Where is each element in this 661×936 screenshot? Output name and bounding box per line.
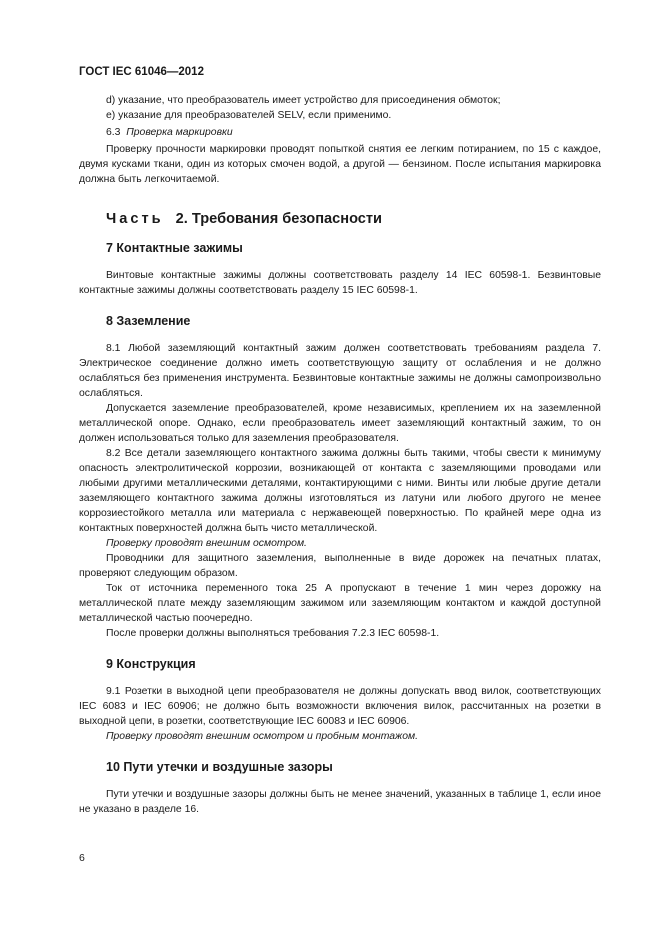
section-8-heading: 8 Заземление (106, 314, 191, 328)
paragraph-8-current: Ток от источника переменного тока 25 А пропускают в течение 1 мин через дорожку на металлической плате между заземляющим зажимом или заземляющим контактом и каждой доступной металлической частью поочередно. (79, 583, 601, 624)
section-7-heading: 7 Контактные зажимы (106, 241, 243, 255)
paragraph-9-check: Проверку проводят внешним осмотром и пробным монтажом. (106, 731, 418, 742)
paragraph-8-1: 8.1 Любой заземляющий контактный зажим должен соответствовать требованиям раздела 7. Электрическое соединение должно иметь соответствующую защиту от ослабления и не должно ослабляться без применения инструмента. Безвинтовые контактные зажимы не должны самопроизвольно ослабляться. (79, 343, 601, 399)
page-content (79, 93, 601, 817)
paragraph-8-pcb: Проводники для защитного заземления, выполненные в виде дорожек на печатных платах, проверяют следующим образом. (79, 553, 601, 579)
section-9-heading: 9 Конструкция (106, 657, 196, 671)
page-number: 6 (79, 852, 85, 864)
paragraph-8-2: 8.2 Все детали заземляющего контактного зажима должны быть такими, чтобы свести к минимуму опасность электролитической коррозии, возникающей от контакта с заземляющими проводами или любыми другими металлическими деталями, контактирующими с ними. Винты или любые другие детали заземляющего контактного зажима должны изготовляться из латуни или любого другого не менее коррозиестойкого металла или материала с нержавеющей поверхностью. По крайней мере одна из контактных поверхностей должна быть чисто металлической. (79, 448, 601, 534)
paragraph-7-1: Винтовые контактные зажимы должны соответствовать разделу 14 IEC 60598-1. Безвинтовые контактные зажимы должны соответствовать разделу 15 IEC 60598-1. (79, 270, 601, 296)
subsection-6-3-number: 6.3 (106, 127, 121, 138)
paragraph-6-3: Проверку прочности маркировки проводят попыткой снятия ее легким потиранием, по 15 с каждое, двумя кусками ткани, один из которых смочен водой, а другой — бензином. После испытания маркировка должна быть легкочитаемой. (79, 144, 601, 185)
subsection-6-3-heading (79, 125, 601, 140)
paragraph-10-1: Пути утечки и воздушные зазоры должны быть не менее значений, указанных в таблице 1, если иное не указано в разделе 16. (79, 789, 601, 815)
paragraph-8-check: Проверку проводят внешним осмотром. (106, 538, 307, 549)
section-10-heading: 10 Пути утечки и воздушные зазоры (106, 760, 333, 774)
list-item-e: e) указание для преобразователей SELV, если применимо. (106, 110, 392, 121)
part-heading (106, 210, 601, 228)
paragraph-9-1: 9.1 Розетки в выходной цепи преобразователя не должны допускать ввод вилок, соответствующих IEC 6083 и IEC 60906; не должно быть возможности включения вилок, рассчитанных на розетки в выходной цепи, в розетки, соответствующие IEC 60083 и IEC 60906. (79, 686, 601, 727)
subsection-6-3-title: Проверка маркировки (126, 127, 233, 138)
paragraph-8-after: После проверки должны выполняться требования 7.2.3 IEC 60598-1. (106, 628, 440, 639)
part-label: Часть (106, 211, 164, 227)
document-code-header: ГОСТ IEC 61046—2012 (79, 66, 204, 78)
list-item-d: d) указание, что преобразователь имеет устройство для присоединения обмоток; (106, 95, 501, 106)
part-title: 2. Требования безопасности (175, 211, 383, 227)
paragraph-8-1-b: Допускается заземление преобразователей, кроме независимых, креплением их на заземленной металлической опоре. Однако, если преобразователь имеет заземляющий контактный зажим, то он должен использоваться только для заземления преобразователя. (79, 403, 601, 444)
